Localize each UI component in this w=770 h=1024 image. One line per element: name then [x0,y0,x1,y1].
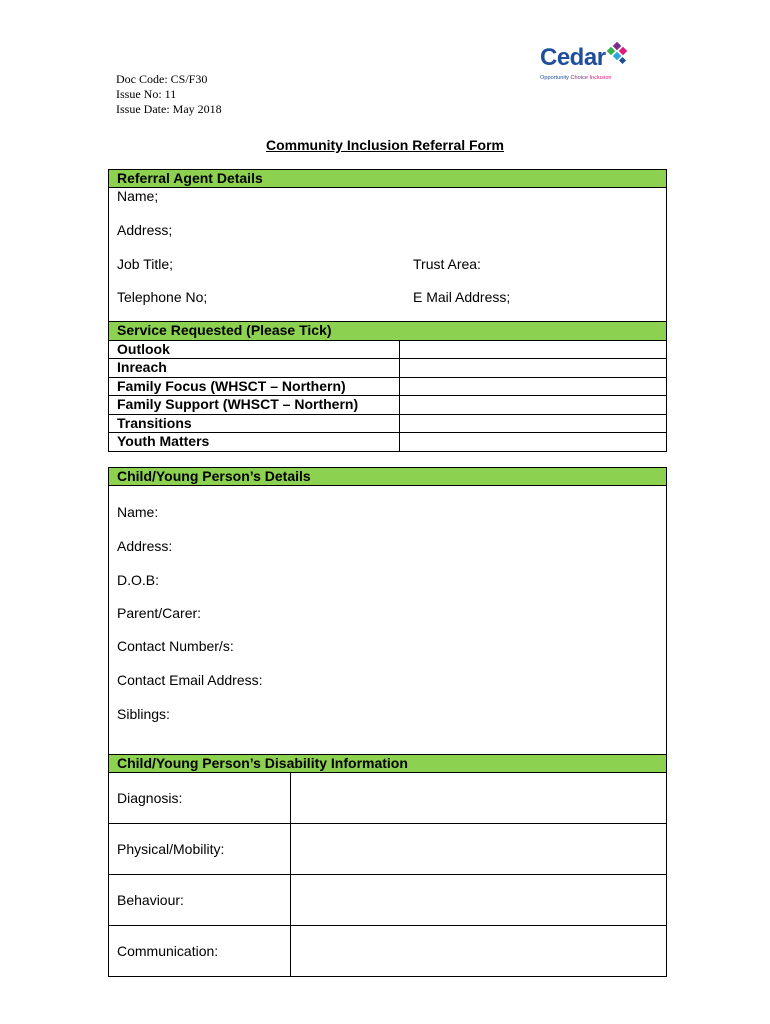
service-option-label: Youth Matters [109,433,400,452]
child-details-section [108,467,667,755]
logo-wordmark: Cedar [540,44,606,71]
service-row [109,340,667,359]
child-contact-email-field[interactable]: Contact Email Address: [117,672,263,688]
child-contact-number-field[interactable]: Contact Number/s: [117,638,234,654]
agent-name-field[interactable]: Name; [117,188,159,204]
service-option-label: Family Focus (WHSCT – Northern) [109,377,400,396]
disability-label: Physical/Mobility: [109,824,291,875]
issue-date: Issue Date: May 2018 [116,102,222,116]
agent-job-title-field[interactable]: Job Title; [117,256,174,272]
diagnosis-input[interactable] [291,773,667,824]
logo-tagline: Opportunity Choice Inclusion [540,75,612,81]
service-requested-table [108,321,667,452]
service-option-label: Outlook [109,340,400,359]
service-tick-box[interactable] [400,396,667,415]
service-tick-box[interactable] [400,414,667,433]
form-title: Community Inclusion Referral Form [265,137,505,153]
service-tick-box[interactable] [400,377,667,396]
agent-telephone-field[interactable]: Telephone No; [117,289,208,305]
child-siblings-field[interactable]: Siblings: [117,706,170,722]
document-meta [116,72,222,117]
service-row [109,414,667,433]
issue-number: Issue No: 11 [116,87,177,101]
star-cluster-icon [605,42,629,68]
communication-input[interactable] [291,926,667,977]
service-row [109,377,667,396]
child-parent-carer-field[interactable]: Parent/Carer: [117,605,202,621]
disability-label: Communication: [109,926,291,977]
disability-label: Behaviour: [109,875,291,926]
referral-agent-header: Referral Agent Details [109,170,666,188]
cedar-logo [538,40,638,86]
referral-agent-section [108,169,667,322]
child-name-field[interactable]: Name: [117,504,159,520]
service-header: Service Requested (Please Tick) [109,322,667,341]
service-row [109,396,667,415]
agent-address-field[interactable]: Address; [117,222,173,238]
disability-row [109,824,667,875]
service-row [109,359,667,378]
agent-email-field[interactable]: E Mail Address; [413,289,511,305]
child-details-header: Child/Young Person’s Details [109,468,666,486]
disability-header: Child/Young Person’s Disability Information [109,755,667,773]
physical-mobility-input[interactable] [291,824,667,875]
service-option-label: Transitions [109,414,400,433]
disability-row [109,926,667,977]
service-tick-box[interactable] [400,433,667,452]
behaviour-input[interactable] [291,875,667,926]
doc-code: Doc Code: CS/F30 [116,72,208,86]
disability-row [109,773,667,824]
service-option-label: Family Support (WHSCT – Northern) [109,396,400,415]
service-tick-box[interactable] [400,359,667,378]
child-dob-field[interactable]: D.O.B: [117,572,160,588]
child-address-field[interactable]: Address: [117,538,173,554]
disability-table [108,754,667,977]
agent-trust-area-field[interactable]: Trust Area: [413,256,481,272]
disability-label: Diagnosis: [109,773,291,824]
service-tick-box[interactable] [400,340,667,359]
service-option-label: Inreach [109,359,400,378]
service-row [109,433,667,452]
disability-row [109,875,667,926]
